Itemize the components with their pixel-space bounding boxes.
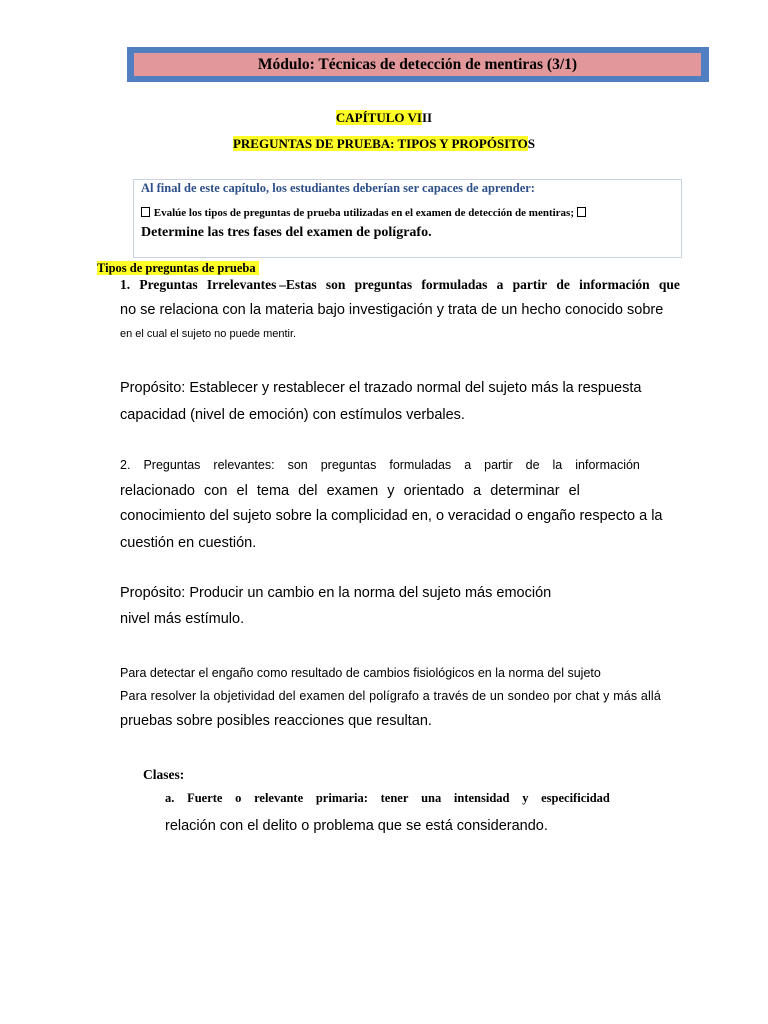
section-title-text: Tipos de preguntas de prueba <box>97 261 259 275</box>
q2-line-2-word: relacionado <box>120 483 195 499</box>
class-a-line-1-word: especificidad <box>541 791 610 805</box>
q1-purpose-line-2: capacidad (nivel de emoción) con estímulos verbales. <box>120 407 465 423</box>
q2-line-1 <box>120 458 640 472</box>
q2-line-1-word: formuladas <box>389 458 452 472</box>
module-header <box>134 53 701 76</box>
class-a-line-1-word: relevante <box>254 791 304 805</box>
q1-line-1-word: preguntas <box>354 277 413 292</box>
q2-line-1-word: son <box>287 458 308 472</box>
class-a-line-1-word: o <box>235 791 242 805</box>
q2-line-1-word: de <box>525 458 540 472</box>
class-a-line-1 <box>165 791 610 806</box>
class-a-line-1-word: tener <box>380 791 409 805</box>
q2-line-2-word: tema <box>256 483 290 499</box>
checkbox-glyph-icon <box>141 207 150 217</box>
q1-line-2: no se relaciona con la materia bajo investigación y trata de un hecho conocido sobre <box>120 302 664 318</box>
q2-line-1-word: relevantes: <box>213 458 275 472</box>
objective-item-1-text: Evalúe los tipos de preguntas de prueba utilizadas en el examen de detección de mentiras; <box>151 207 574 219</box>
q2-line-1-word: partir <box>484 458 513 472</box>
q2-line-2-word: a <box>473 483 482 499</box>
q2-line-2-word: determinar <box>490 483 560 499</box>
chapter-subtitle-tail: S <box>527 136 536 151</box>
q2-line-3: conocimiento del sujeto sobre la complicidad en, o veracidad o engaño respecto a la <box>120 508 663 524</box>
chapter-title-tail: II <box>421 110 433 125</box>
q1-line-3: en el cual el sujeto no puede mentir. <box>120 328 297 340</box>
q1-line-1 <box>120 277 680 293</box>
detect-line-2: Para resolver la objetividad del examen del polígrafo a través de un sondeo por chat y más allá <box>120 689 661 703</box>
q1-line-1-word: información <box>579 277 650 292</box>
q1-purpose-line-1: Propósito: Establecer y restablecer el trazado normal del sujeto más la respuesta <box>120 380 642 396</box>
q1-line-1-word: son <box>325 277 346 292</box>
class-a-line-1-word: y <box>522 791 529 805</box>
q2-line-2-word: examen <box>326 483 379 499</box>
q2-line-1-word: información <box>575 458 640 472</box>
objective-item-1 <box>141 207 586 219</box>
q1-line-1-word: 1. <box>120 277 131 292</box>
q2-purpose-line-1: Propósito: Producir un cambio en la norma del sujeto más emoción <box>120 585 552 601</box>
detect-line-1: Para detectar el engaño como resultado de cambios fisiológicos en la norma del sujeto <box>120 666 601 680</box>
q2-line-1-word: 2. <box>120 458 131 472</box>
q2-line-1-word: preguntas <box>320 458 377 472</box>
class-a-line-1-word: primaria: <box>315 791 368 805</box>
class-a-line-1-word: Fuerte <box>187 791 223 805</box>
checkbox-glyph-icon <box>577 207 586 217</box>
q1-line-1-word: partir <box>512 277 548 292</box>
q2-line-1-word: la <box>552 458 563 472</box>
q1-line-1-word: Irrelevantes –Estas <box>206 277 317 292</box>
objectives-intro: Al final de este capítulo, los estudiantes deberían ser capaces de aprender: <box>141 181 535 195</box>
q2-line-2 <box>120 483 580 499</box>
q1-line-1-word: formuladas <box>421 277 488 292</box>
q1-line-1-word: de <box>556 277 570 292</box>
q2-line-2-word: el <box>568 483 580 499</box>
class-a-line-2: relación con el delito o problema que se está considerando. <box>165 818 548 834</box>
q2-purpose-line-2: nivel más estímulo. <box>120 611 245 627</box>
detect-line-3: pruebas sobre posibles reacciones que resultan. <box>120 713 432 729</box>
q1-line-1-word: Preguntas <box>139 277 198 292</box>
section-title <box>97 261 259 276</box>
q1-line-1-word: que <box>658 277 680 292</box>
chapter-title-highlighted: CAPÍTULO VI <box>335 110 422 125</box>
q2-line-2-word: del <box>298 483 318 499</box>
q1-line-1-word: a <box>496 277 504 292</box>
chapter-subtitle <box>0 136 768 152</box>
q2-line-1-word: Preguntas <box>143 458 201 472</box>
class-a-line-1-word: una <box>421 791 442 805</box>
chapter-title <box>0 110 768 126</box>
classes-title: Clases: <box>143 767 185 782</box>
q2-line-4: cuestión en cuestión. <box>120 535 257 551</box>
q2-line-2-word: y <box>387 483 395 499</box>
q2-line-2-word: con <box>204 483 228 499</box>
q2-line-1-word: a <box>464 458 472 472</box>
q2-line-2-word: el <box>236 483 248 499</box>
class-a-line-1-word: intensidad <box>453 791 510 805</box>
q2-line-2-word: orientado <box>403 483 465 499</box>
chapter-subtitle-highlighted: PREGUNTAS DE PRUEBA: TIPOS Y PROPÓSITO <box>232 136 528 151</box>
objective-item-2: Determine las tres fases del examen de polígrafo. <box>141 225 432 240</box>
class-a-line-1-word: a. <box>165 791 175 805</box>
module-title: Módulo: Técnicas de detección de mentiras (3/1) <box>257 55 578 73</box>
